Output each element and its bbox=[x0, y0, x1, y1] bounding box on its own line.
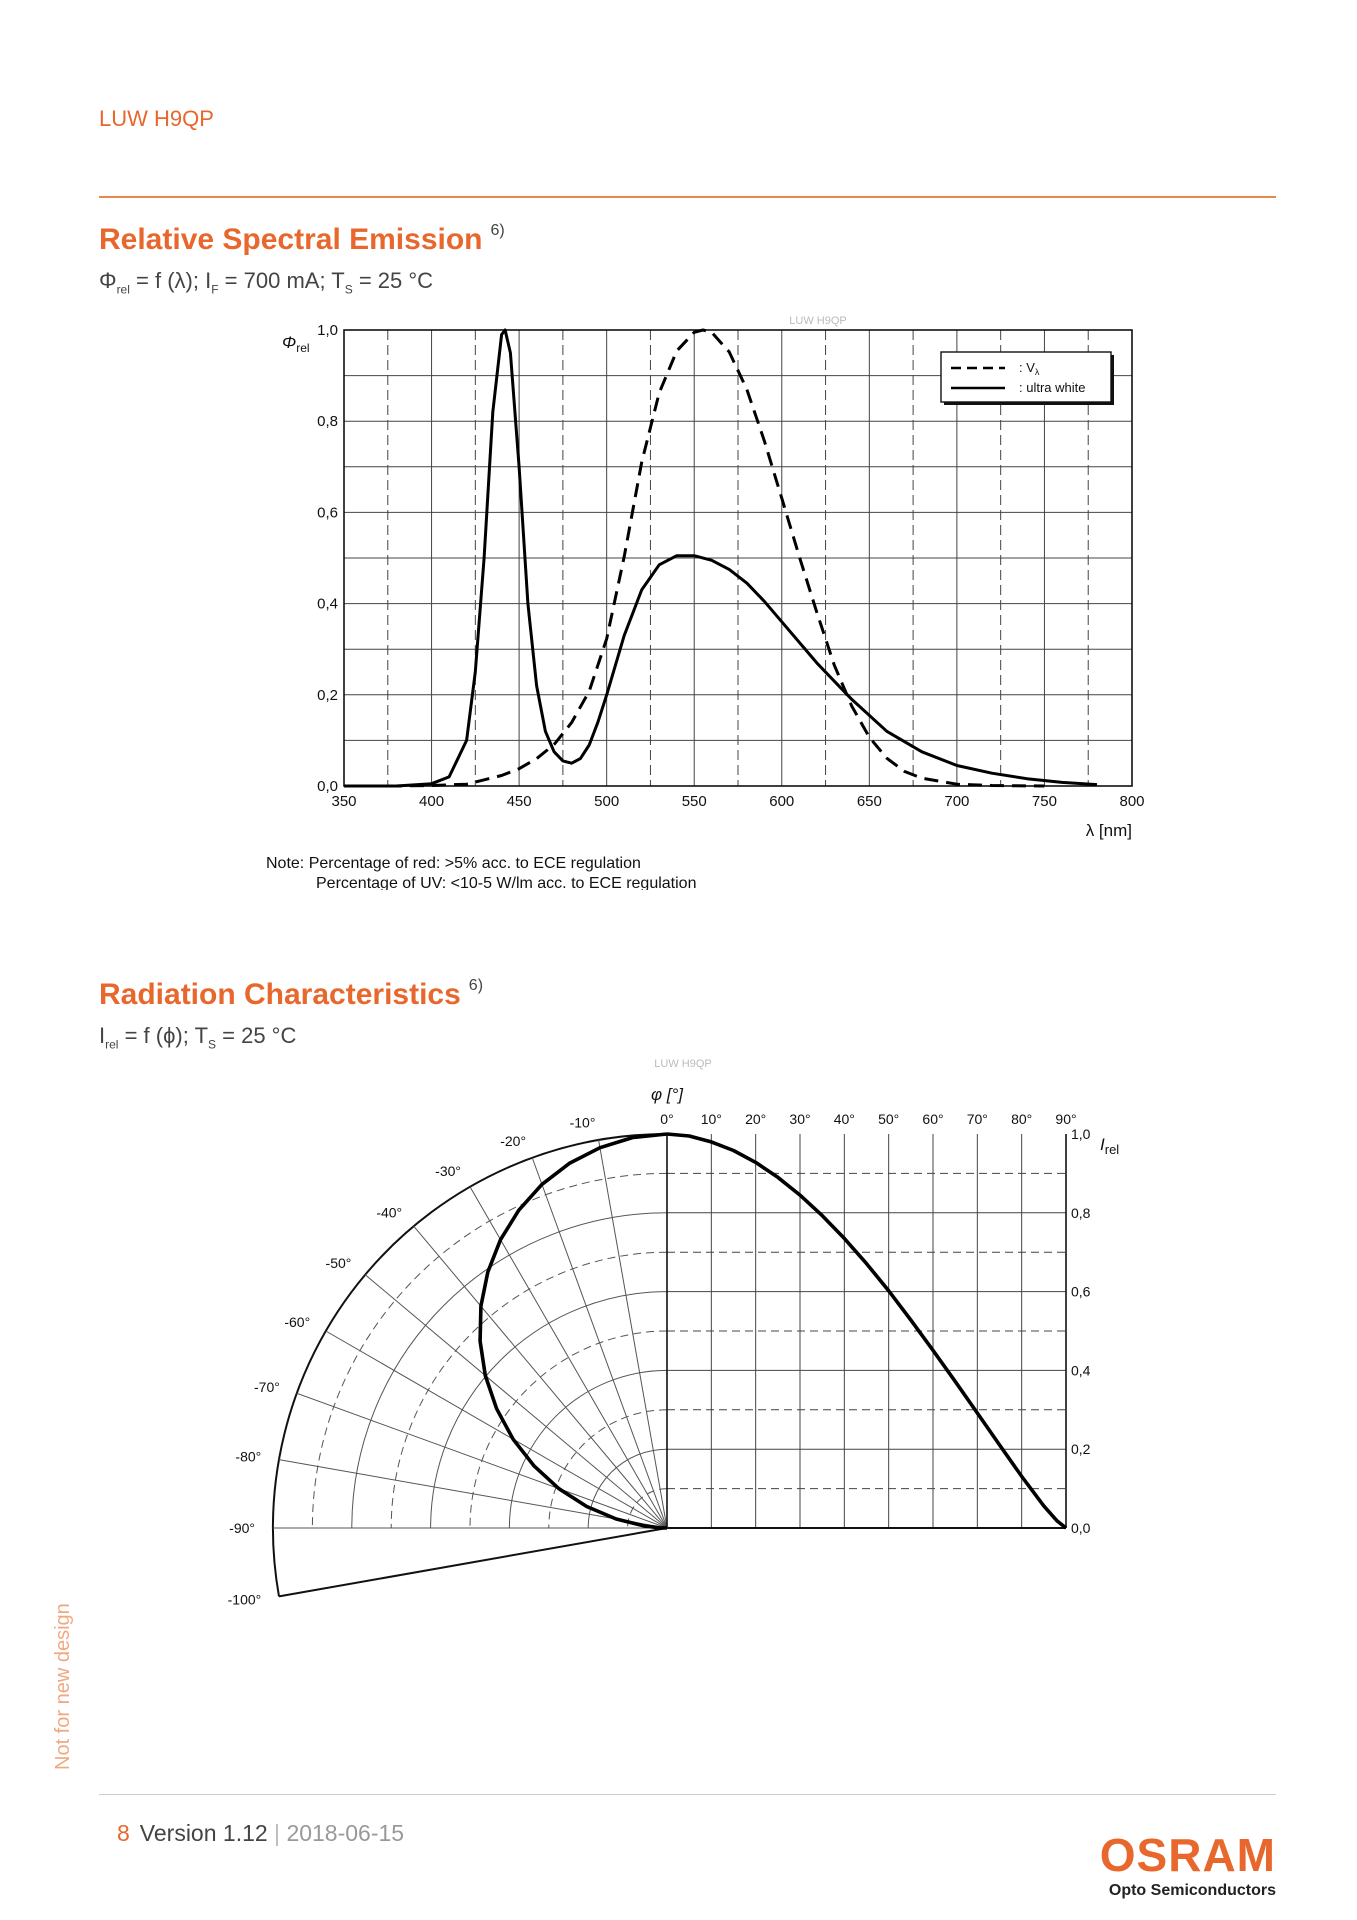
polar-angle-label: -100° bbox=[227, 1591, 262, 1608]
legend-label: : ultra white bbox=[1019, 380, 1086, 395]
polar-angle-label: -20° bbox=[500, 1132, 527, 1149]
y-tick-label: 0,2 bbox=[1071, 1441, 1091, 1458]
x-tick-label: 0° bbox=[660, 1111, 674, 1127]
y-tick-label: 1,0 bbox=[317, 322, 338, 339]
section-title-spectral: Relative Spectral Emission $^{6)}$ bbox=[99, 222, 505, 256]
y-tick-label: 0,0 bbox=[1071, 1520, 1091, 1536]
legend-label: : $V_\lambda$ bbox=[1019, 360, 1040, 377]
footnote-ref: 6) bbox=[490, 222, 505, 239]
x-tick-label: 80° bbox=[1011, 1111, 1033, 1127]
y-tick-label: 1,0 bbox=[1071, 1126, 1091, 1142]
polar-edge bbox=[279, 1528, 667, 1596]
date: 2018-06-15 bbox=[286, 1820, 405, 1846]
polar-angle-label: -50° bbox=[325, 1255, 352, 1272]
x-axis-label: λ [nm] bbox=[1085, 821, 1132, 840]
spectral-emission-chart bbox=[0, 300, 1357, 860]
x-tick-label: 450 bbox=[506, 793, 532, 810]
x-axis-label: φ [°] bbox=[650, 1085, 684, 1104]
y-tick-label: 0,6 bbox=[1071, 1283, 1091, 1300]
polar-spoke bbox=[365, 1275, 667, 1528]
x-tick-label: 750 bbox=[1031, 793, 1057, 810]
header-divider bbox=[99, 196, 1276, 198]
footnote-ref: 6) bbox=[468, 977, 484, 994]
logo-subtitle: Opto Semiconductors bbox=[1108, 1882, 1276, 1899]
separator: | bbox=[267, 1820, 287, 1846]
logo-brand: OSRAM bbox=[1099, 1829, 1276, 1881]
x-tick-label: 800 bbox=[1119, 793, 1145, 810]
sidebar-note: Not for new design bbox=[52, 1603, 74, 1770]
note-line-2: Percentage of UV: <10-5 W/lm acc. to ECE regulation bbox=[316, 875, 697, 890]
footer-divider bbox=[99, 1794, 1276, 1795]
x-tick-label: 650 bbox=[856, 793, 882, 810]
x-tick-label: 350 bbox=[331, 793, 357, 810]
watermark: LUW H9QP bbox=[789, 315, 847, 327]
x-tick-label: 700 bbox=[944, 793, 970, 810]
watermark: LUW H9QP bbox=[654, 1058, 712, 1070]
polar-intensity-curve bbox=[480, 1134, 667, 1528]
note-line-1: Note: Percentage of red: >5% acc. to ECE regulation bbox=[266, 855, 641, 872]
y-tick-label: 0,4 bbox=[317, 595, 338, 613]
y-tick-label: 0,6 bbox=[317, 504, 338, 522]
polar-angle-label: -90° bbox=[229, 1520, 255, 1536]
polar-spoke bbox=[326, 1331, 667, 1528]
y-tick-label: 0,0 bbox=[317, 778, 338, 795]
y-axis-label: $\Phi_{rel}$ bbox=[282, 333, 310, 355]
formula-radiation: $I_{rel} = f$ (ϕ); $T_S = 25$ °C bbox=[99, 1023, 297, 1052]
x-tick-label: 550 bbox=[681, 793, 707, 810]
section-title-radiation: Radiation Characteristics $^{6)}$ bbox=[99, 977, 484, 1011]
polar-angle-label: -10° bbox=[569, 1114, 596, 1131]
polar-angle-label: -30° bbox=[435, 1163, 461, 1180]
note bbox=[266, 854, 696, 890]
x-tick-label: 70° bbox=[966, 1111, 988, 1127]
x-tick-label: 600 bbox=[769, 793, 795, 810]
y-tick-label: 0,8 bbox=[317, 413, 338, 431]
x-tick-label: 50° bbox=[878, 1111, 900, 1127]
polar-angle-label: -40° bbox=[376, 1204, 403, 1221]
polar-angle-label: -60° bbox=[284, 1314, 311, 1330]
x-tick-label: 60° bbox=[922, 1111, 944, 1127]
y-axis-label: $I_{rel}$ bbox=[1100, 1135, 1120, 1157]
x-tick-label: 40° bbox=[833, 1111, 855, 1127]
page-number: 8 bbox=[117, 1820, 130, 1846]
polar-angle-label: -80° bbox=[235, 1448, 262, 1465]
osram-logo bbox=[1070, 1829, 1276, 1900]
x-tick-label: 90° bbox=[1055, 1111, 1077, 1127]
polar-angle-label: -70° bbox=[254, 1379, 280, 1396]
x-tick-label: 20° bbox=[745, 1111, 767, 1127]
y-tick-label: 0,4 bbox=[1071, 1362, 1091, 1379]
y-tick-label: 0,8 bbox=[1071, 1204, 1091, 1221]
formula-spectral: $\Phi_{rel} = f$ (λ); $I_F = 700$ mA; $T_S = 25$ °C bbox=[99, 268, 434, 297]
x-tick-label: 10° bbox=[700, 1111, 722, 1127]
x-tick-label: 30° bbox=[789, 1111, 811, 1127]
polar-spoke bbox=[414, 1226, 667, 1528]
footer bbox=[117, 1820, 404, 1847]
radiation-characteristics-chart bbox=[0, 1050, 1357, 1610]
product-name: LUW H9QP bbox=[99, 106, 214, 131]
polar-spoke bbox=[599, 1140, 667, 1528]
y-tick-label: 0,2 bbox=[317, 686, 338, 704]
version: Version 1.12 bbox=[139, 1820, 268, 1846]
x-tick-label: 500 bbox=[594, 793, 620, 810]
x-tick-label: 400 bbox=[419, 793, 445, 810]
